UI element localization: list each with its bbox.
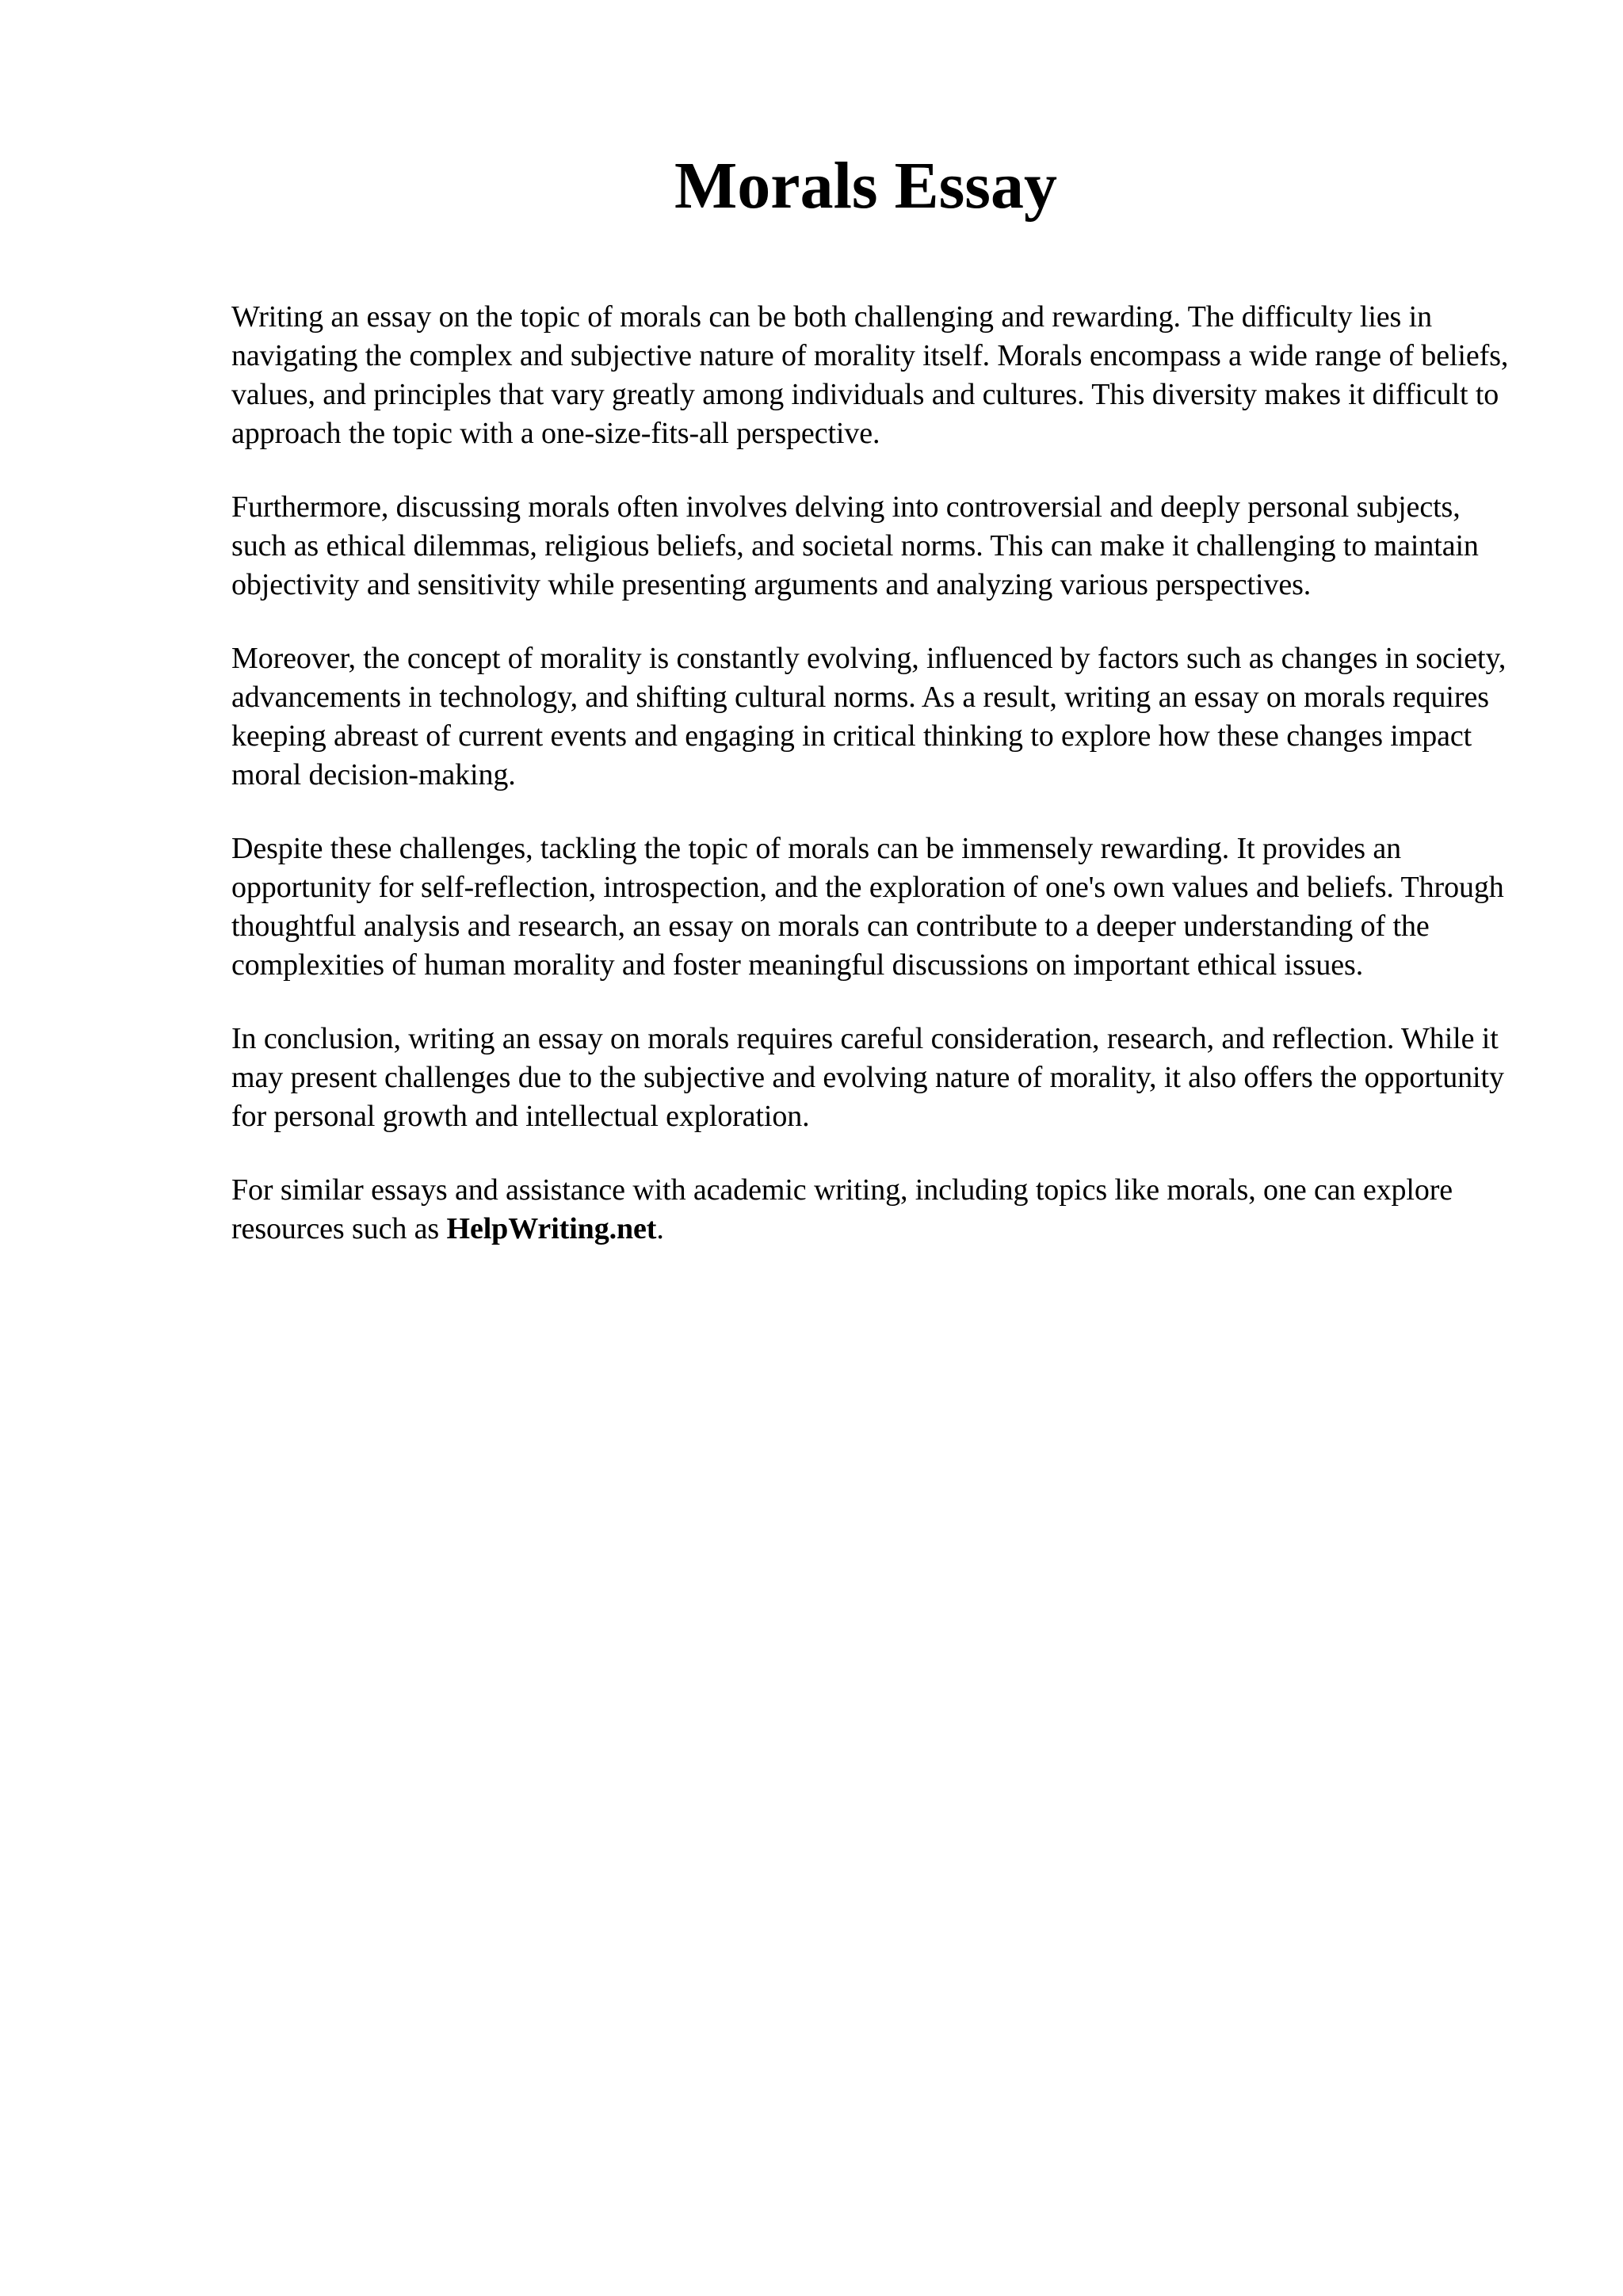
closing-period: . bbox=[656, 1212, 664, 1245]
paragraph-2: Furthermore, discussing morals often involves delving into controversial and deeply personal subjects, such as ethical dilemmas, religious beliefs, and societal norms. This can make it challenging to maintain objectivity and sensitivity while presenting arguments and analyzing various perspectives. bbox=[231, 490, 1479, 601]
closing-paragraph bbox=[231, 1171, 1515, 1249]
paragraph-5: In conclusion, writing an essay on morals requires careful consideration, research, and reflection. While it may present challenges due to the subjective and evolving nature of morality, it also offers the opportunity for personal growth and intellectual exploration. bbox=[231, 1022, 1504, 1133]
essay-body bbox=[231, 298, 1515, 1283]
paragraph-4: Despite these challenges, tackling the topic of morals can be immensely rewarding. It provides an opportunity for self-reflection, introspection, and the exploration of one's own values and beliefs. Through thoughtful analysis and research, an essay on morals can contribute to a deeper understanding of the complexities of human morality and foster meaningful discussions on important ethical issues. bbox=[231, 832, 1504, 982]
helpwriting-link[interactable]: HelpWriting.net bbox=[446, 1212, 657, 1245]
page-title: Morals Essay bbox=[674, 149, 1057, 223]
paragraph-3: Moreover, the concept of morality is constantly evolving, influenced by factors such as changes in society, advancements in technology, and shifting cultural norms. As a result, writing an essay on morals requires keeping abreast of current events and engaging in critical thinking to explore how these changes impact moral decision-making. bbox=[231, 642, 1507, 791]
paragraph-1: Writing an essay on the topic of morals can be both challenging and rewarding. The difficulty lies in navigating the complex and subjective nature of morality itself. Morals encompass a wide range of beliefs, values, and principles that vary greatly among individuals and cultures. This diversity makes it difficult to approach the topic with a one-size-fits-all perspective. bbox=[231, 300, 1509, 450]
closing-text: For similar essays and assistance with academic writing, including topics like morals, one can explore resources such as bbox=[231, 1173, 1453, 1245]
